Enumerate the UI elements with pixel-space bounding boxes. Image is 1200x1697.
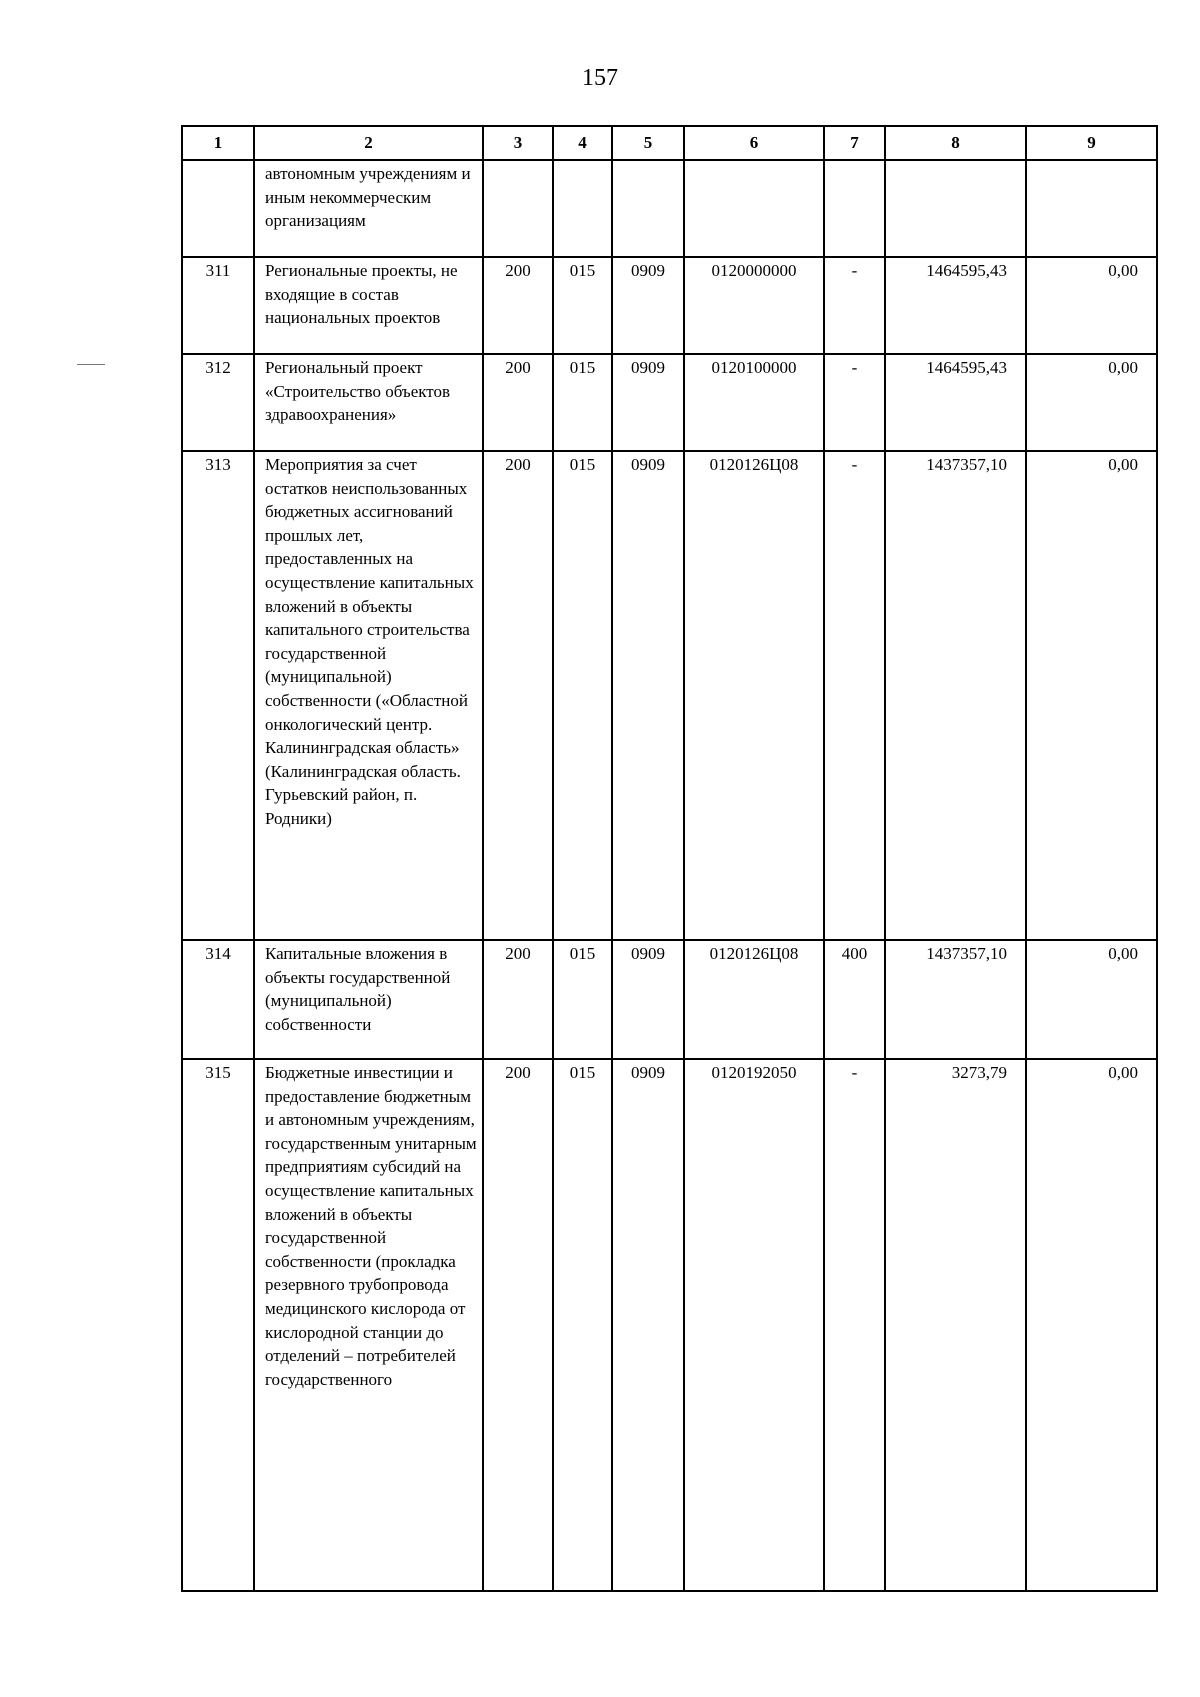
row-number: 315 [182,1059,254,1591]
cell-col3: 200 [483,354,553,451]
row-number: 313 [182,451,254,940]
cell-amount-2: 0,00 [1026,1059,1157,1591]
cell-col4: 015 [553,257,612,354]
header-row [182,126,1157,160]
budget-table [181,125,1158,1592]
row-description: автономным учреждениям и иным некоммерческим организациям [254,160,483,257]
cell-col4: 015 [553,354,612,451]
table-row [182,940,1157,1059]
cell-col7: 400 [824,940,885,1059]
header-cell: 5 [612,126,684,160]
header-cell: 3 [483,126,553,160]
cell-col6: 0120126Ц08 [684,451,824,940]
cell-col5: 0909 [612,1059,684,1591]
row-description: Бюджетные инвестиции и предоставление бюджетным и автономным учреждениям, государственным унитарным предприятиям субсидий на осуществление капитальных вложений в объекты государственной собственности (прокладка резервного трубопровода медицинского кислорода от кислородной станции до отделений – потребителей государственного [254,1059,483,1591]
cell-col6: 0120100000 [684,354,824,451]
row-description: Региональные проекты, не входящие в состав национальных проектов [254,257,483,354]
cell-col5: 0909 [612,940,684,1059]
row-number: 314 [182,940,254,1059]
cell-amount: 1437357,10 [885,940,1026,1059]
header-cell: 4 [553,126,612,160]
cell-col6: 0120126Ц08 [684,940,824,1059]
cell-col4: 015 [553,940,612,1059]
cell-col7: - [824,354,885,451]
row-description: Капитальные вложения в объекты государственной (муниципальной) собственности [254,940,483,1059]
row-number: 312 [182,354,254,451]
cell-col6: 0120000000 [684,257,824,354]
header-cell: 1 [182,126,254,160]
cell-amount-2: 0,00 [1026,451,1157,940]
cell-col5: 0909 [612,451,684,940]
row-description: Региональный проект «Строительство объектов здравоохранения» [254,354,483,451]
cell-col7: - [824,451,885,940]
cell-amount: 1464595,43 [885,354,1026,451]
header-cell: 2 [254,126,483,160]
cell-col7 [824,160,885,257]
cell-col3: 200 [483,940,553,1059]
cell-col7: - [824,257,885,354]
cell-col6: 0120192050 [684,1059,824,1591]
cell-col3 [483,160,553,257]
header-cell: 9 [1026,126,1157,160]
cell-col5 [612,160,684,257]
cell-col4: 015 [553,451,612,940]
cell-col3: 200 [483,1059,553,1591]
cell-amount-2: 0,00 [1026,940,1157,1059]
table-row [182,160,1157,257]
cell-col6 [684,160,824,257]
cell-col5: 0909 [612,257,684,354]
header-cell: 8 [885,126,1026,160]
cell-amount-2: 0,00 [1026,257,1157,354]
table-row [182,257,1157,354]
cell-col4: 015 [553,1059,612,1591]
cell-amount: 3273,79 [885,1059,1026,1591]
row-description: Мероприятия за счет остатков неиспользованных бюджетных ассигнований прошлых лет, предоставленных на осуществление капитальных вложений в объекты капитального строительства государственной (муниципальной) собственности («Областной онкологический центр. Калининградская область» (Калининградская область. Гурьевский район, п. Родники) [254,451,483,940]
cell-amount: 1437357,10 [885,451,1026,940]
row-number [182,160,254,257]
cell-col3: 200 [483,451,553,940]
cell-col4 [553,160,612,257]
cell-amount-2: 0,00 [1026,354,1157,451]
table-row [182,1059,1157,1591]
cell-amount-2 [1026,160,1157,257]
cell-col3: 200 [483,257,553,354]
table-row [182,451,1157,940]
row-number: 311 [182,257,254,354]
table-row [182,354,1157,451]
cell-amount: 1464595,43 [885,257,1026,354]
cell-col7: - [824,1059,885,1591]
page-number: 157 [582,65,618,91]
header-cell: 7 [824,126,885,160]
cell-amount [885,160,1026,257]
header-cell: 6 [684,126,824,160]
margin-mark [77,364,105,365]
cell-col5: 0909 [612,354,684,451]
